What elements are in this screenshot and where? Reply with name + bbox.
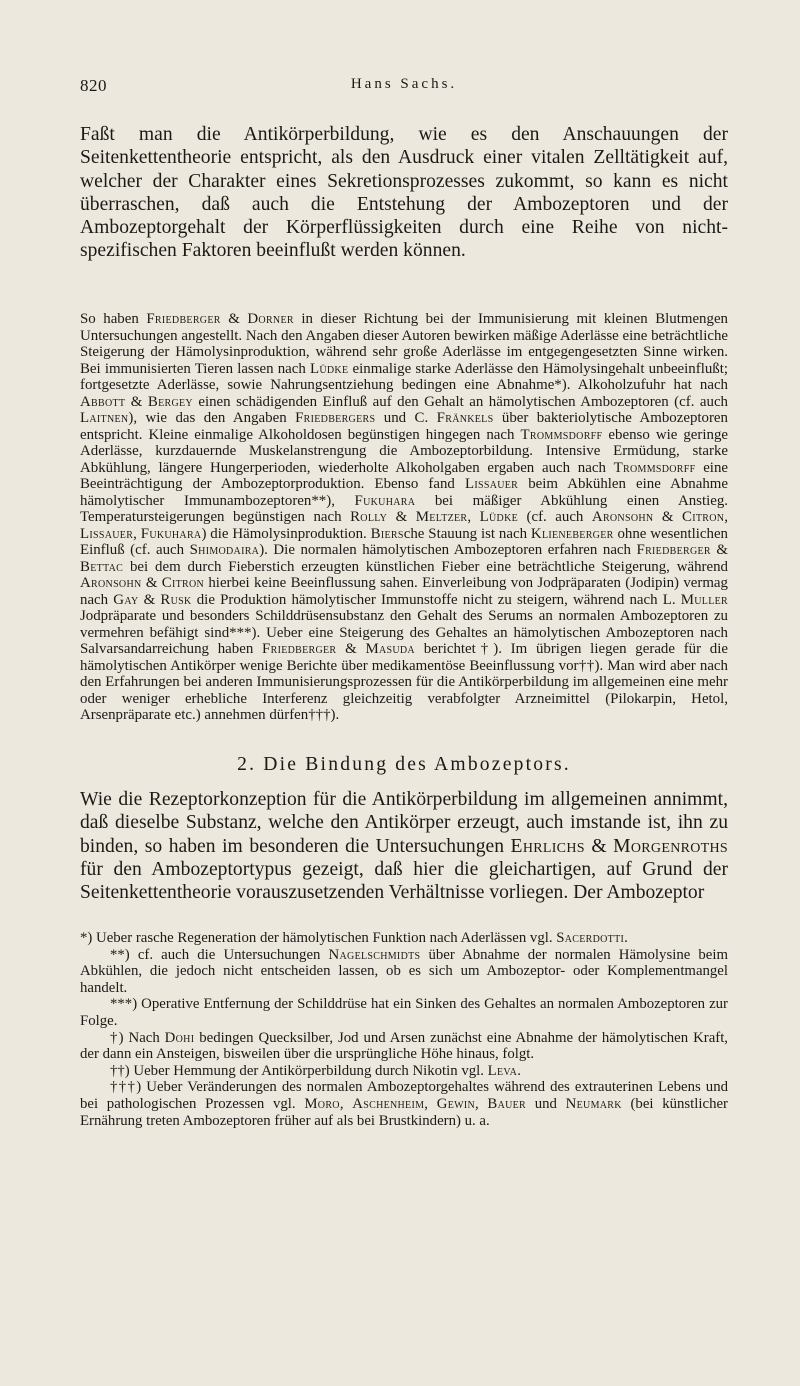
author-name: Friedberger — [262, 641, 337, 657]
text-run: ebenso wie geringe Aderlässe, kurzdauernde Muskelanstrengung die Ambozeptorbildung. Intensive Ermüdung, starke Abkühlung, längere Hungerperioden, wiederholte Alkoholgaben ergaben auch nach — [80, 426, 729, 476]
author-name: Friedberger — [146, 311, 221, 327]
text-run: bei mäßiger Abkühlung einen Anstieg. Temperatursteigerungen begünstigen nach — [80, 492, 729, 525]
text-run: eine Beeinträchtigung der Ambozeptorproduktion. Ebenso fand — [80, 459, 728, 492]
text-run: und — [526, 1095, 566, 1112]
author-name: Citron — [161, 575, 205, 591]
text-run: ). Die normalen hämolytischen Ambozeptoren erfahren nach — [259, 542, 637, 558]
text-run: ††) Ueber Hemmung der Antikörperbildung durch Nikotin vgl. — [110, 1062, 488, 1079]
text-run: beim Abkühlen eine Abnahme hämolytischer Immunambozeptoren**), — [80, 476, 728, 509]
text-run: Wie die Rezeptorkonzeption für die Antikörperbildung im allgemeinen annimmt, daß dieselbe Substanz, welche den Antikörper erzeugt, auch imstande ist, ihn zu binden, so haben im besonderen die Untersuchungen — [80, 789, 728, 857]
text-run: (cf. auch — [518, 509, 592, 525]
section-heading: 2. Die Bindung des Ambozeptors. — [237, 754, 571, 775]
author-name: Trommsdorff — [520, 426, 603, 443]
text-run: & — [220, 311, 248, 327]
small-print-block — [80, 311, 728, 724]
author-name: Klieneberger — [530, 525, 614, 542]
author-name: Ehrlichs — [510, 835, 585, 857]
author-name: Fukuhara — [354, 492, 416, 509]
text-run: & — [141, 575, 162, 591]
text-run: die Produktion hämolytischer Immunstoffe nicht zu steigern, während nach L. — [191, 591, 681, 608]
author-name: Morgenroths — [613, 835, 728, 857]
author-name: Rusk — [160, 591, 192, 608]
author-name: Citron — [681, 509, 725, 525]
author-name: Bauer — [487, 1095, 527, 1112]
text-run: , — [133, 525, 141, 542]
text-run: Jodpräparate und besonders Schilddrüsensubstanz den Gehalt des Serums an normalen Ambozeptoren zu vermehren befähigt sind***). Ueber eine Steigerung des Gehaltes an hämolytischen Ambozeptoren nach Salvarsandarreichung haben — [80, 608, 728, 657]
text-run: & — [710, 542, 728, 558]
author-name: Nagelschmidts — [328, 946, 421, 963]
author-name: Laitnen — [80, 410, 129, 426]
text-run: ohne wesentlichen Einfluß (cf. auch — [80, 525, 728, 558]
text-run: . — [624, 930, 628, 946]
author-name: Abbott — [80, 393, 126, 410]
author-name: Dohi — [164, 1029, 195, 1046]
text-run: ) die Hämolysinproduktion. — [201, 525, 371, 542]
author-name: Leva — [487, 1062, 518, 1079]
text-run: in dieser Richtung bei der Immunisierung mit kleinen Blutmengen Untersuchungen angestellt. Nach den Angaben dieser Autoren bewirken mäßige Aderlässe eine beträchtliche Steigerung der Hämolysinproduktion, während sehr große Aderlässe im entgegengesetzten Sinne wirken. Bei immunisierten Tieren lassen nach — [80, 311, 728, 377]
running-head: Hans Sachs. — [350, 76, 458, 92]
text-run: , — [424, 1095, 437, 1112]
author-name: Sacerdotti — [556, 930, 625, 946]
text-run: & — [584, 835, 614, 857]
text-run: bei dem durch Fieberstich erzeugten künstlichen Fieber eine beträchtliche Steigerung, während — [123, 558, 728, 575]
author-name: Bettac — [80, 558, 124, 575]
footnote-3 — [80, 996, 728, 1029]
text-run: ), wie das den Angaben — [128, 410, 296, 426]
author-name: Masuda — [365, 641, 415, 657]
footnote-5 — [80, 1063, 728, 1080]
author-name: Neumark — [565, 1095, 622, 1112]
author-name: Lissauer — [80, 525, 134, 542]
text-run: (bei künstlicher Ernährung treten Ambozeptoren früher auf als bei Brustkindern) u. a. — [80, 1095, 728, 1129]
author-name: Rolly — [350, 509, 388, 525]
small-print-paragraph — [80, 311, 728, 724]
footnotes — [80, 930, 728, 1129]
page-number: 820 — [80, 76, 107, 95]
text-run: & — [653, 509, 682, 525]
text-run: hierbei keine Beeinflussung sahen. Einverleibung von Jodpräparaten (Jodipin) vermag nach — [80, 575, 728, 608]
text-run: einen schädigenden Einfluß auf den Gehalt an hämolytischen Ambozeptoren (cf. auch — [192, 393, 728, 410]
text-run: und C. — [375, 410, 437, 426]
author-name: Lüdke — [479, 509, 519, 525]
text-run: für den Ambozeptortypus gezeigt, daß hier die gleichartigen, auf Grund der Seitenkettentheorie vorauszusetzenden Verhältnisse vorliegen. Der Ambozeptor — [80, 858, 728, 904]
text-run: einmalige starke Aderlässe den Hämolysingehalt unbeeinflußt; fortgesetzte Aderlässe, sowie Nahrungsentziehung bedingen eine Abnahme*). Alkoholzufuhr hat nach — [80, 360, 729, 393]
text-run: , — [724, 509, 729, 525]
author-name: Trommsdorff — [613, 459, 696, 476]
author-name: Gewin — [436, 1095, 475, 1112]
lead-paragraph: Faßt man die Antikörperbildung, wie es den Anschauungen der Seitenkettentheorie entspricht, als den Ausdruck einer vitalen Zelltätigkeit auf, welcher der Charakter eines Sekretionsprozesses zukommt, so kann es nicht überraschen, daß auch die Entstehung der Ambozeptoren und der Ambozeptorgehalt der Körperflüssigkeiten durch eine Reihe von nicht-spezifischen Faktoren beeinflußt werden können. — [80, 124, 728, 262]
author-name: Biers — [370, 525, 404, 542]
author-name: Aschenheim — [352, 1095, 425, 1112]
text-run: †††) Ueber Veränderungen des normalen Ambozeptorgehaltes während des extrauterinen Lebens und bei pathologischen Prozessen vgl. — [80, 1079, 728, 1112]
text-run: , — [339, 1095, 353, 1112]
author-name: Lissauer — [464, 476, 519, 492]
text-run: **) cf. auch die Untersuchungen — [110, 946, 329, 963]
text-run: bedingen Quecksilber, Jod und Arsen zunächst eine Abnahme der hämolytischen Kraft, der dann ein Ansteigen, bisweilen über die ursprüngliche Höhe hinaus, folgt. — [80, 1029, 729, 1063]
author-name: Bergey — [147, 393, 193, 410]
author-name: Fukuhara — [140, 525, 202, 542]
text-run: über Abnahme der normalen Hämolysine beim Abkühlen, die jedoch nicht entscheiden lassen, ob es sich um Ambozeptor- oder Komplementmangel handelt. — [80, 946, 728, 996]
text-run: , — [467, 509, 480, 525]
text-run: *) Ueber rasche Regeneration der hämolytischen Funktion nach Aderlässen vgl. — [80, 930, 557, 946]
text-run: über bakteriolytische Ambozeptoren entspricht. Kleine einmalige Alkoholdosen begünstigen hingegen nach — [80, 410, 728, 443]
text-run: , — [475, 1095, 488, 1112]
footnote-1 — [80, 930, 728, 947]
author-name: Friedbergers — [295, 410, 376, 426]
author-name: Aronsohn — [591, 509, 654, 525]
author-name: Lüdke — [309, 360, 349, 377]
author-name: Meltzer — [415, 509, 468, 525]
author-name: Moro — [304, 1095, 340, 1112]
author-name: Friedberger — [636, 542, 711, 558]
text-run: che Stauung ist nach — [403, 525, 531, 542]
second-paragraph — [80, 788, 728, 904]
footnote-6 — [80, 1079, 728, 1129]
text-run: †) Nach — [110, 1029, 165, 1046]
text-run: & — [125, 393, 148, 410]
text-run: So haben — [80, 311, 147, 327]
author-name: Fränkels — [436, 410, 494, 426]
lead-paragraph-block — [80, 123, 728, 263]
text-run: berichtet†). Im übrigen liegen gerade für die hämolytischen Antikörper wenige Berichte über medikamentöse Beeinflussung vor††). Man wird aber nach den Erfahrungen bei anderen Immunisierungsprozessen für die Antikörperbildung im allgemeinen eine mehr oder weniger erhebliche Interferenz gleichzeitig verabfolgter Arzneimittel (Pilokarpin, Hetol, Arsenpräparate etc.) annehmen dürfen†††). — [80, 641, 729, 723]
footnote-4 — [80, 1030, 728, 1063]
author-name: Shimodaira — [189, 542, 260, 558]
author-name: Muller — [680, 591, 729, 608]
text-run: & — [336, 641, 366, 657]
text-run: . — [517, 1062, 521, 1079]
second-paragraph-block — [80, 788, 728, 904]
text-run: ***) Operative Entfernung der Schilddrüse hat ein Sinken des Gehaltes an normalen Ambozeptoren zur Folge. — [80, 996, 728, 1029]
author-name: Dorner — [247, 311, 294, 327]
author-name: Gay — [113, 591, 139, 608]
footnote-2 — [80, 947, 728, 997]
text-run: & — [138, 591, 161, 608]
page-header — [80, 76, 728, 100]
author-name: Aronsohn — [80, 575, 142, 591]
text-run: & — [387, 509, 416, 525]
